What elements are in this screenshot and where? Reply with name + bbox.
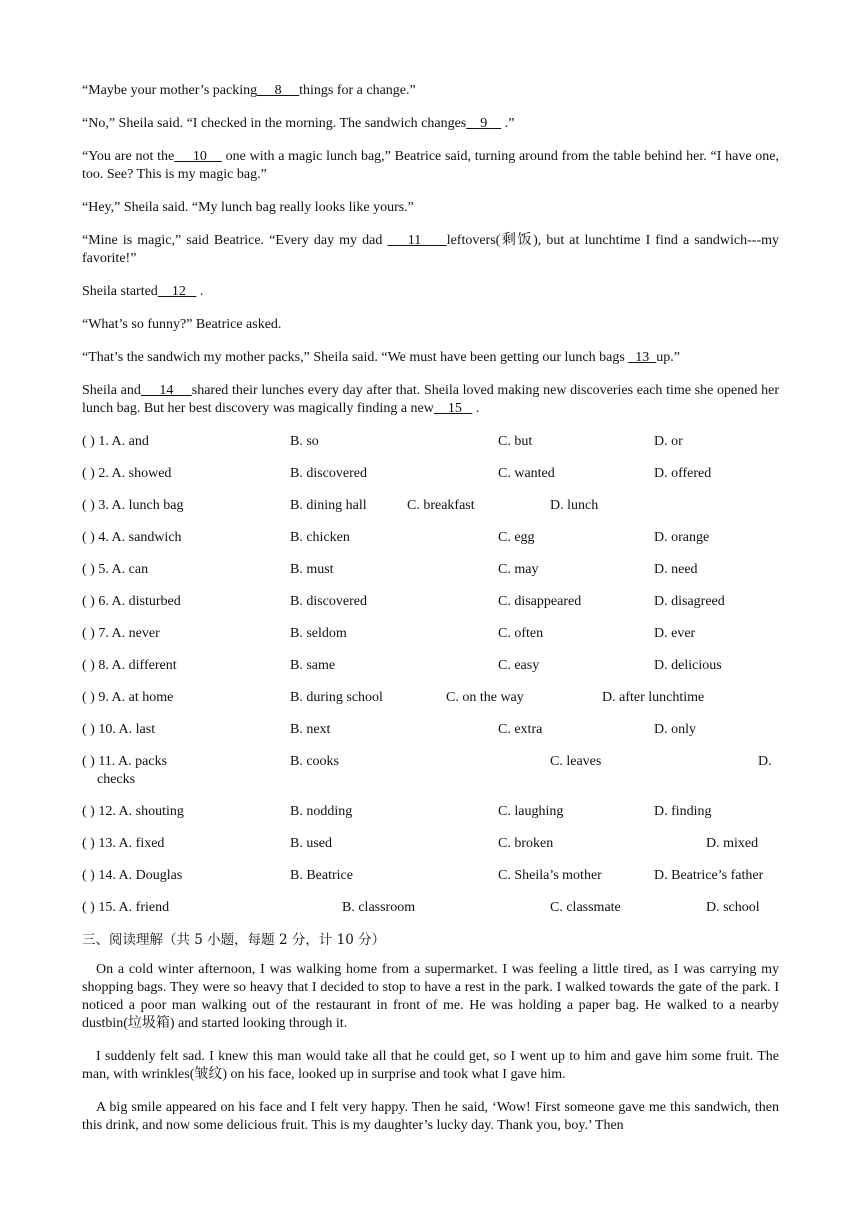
question-row [82,721,779,739]
passage-text: shared their lunches every day after that. Sheila loved making new discoveries each time she opened her lunch bag. But her best discovery was magically finding a new [82,383,780,416]
passage-text: “What’s so funny?” Beatrice asked. [82,317,282,332]
question-number-option-a: ( ) 8. A. different [82,658,177,673]
option-c: C. easy [498,658,540,673]
question-number-option-a: ( ) 6. A. disturbed [82,594,181,609]
question-row [82,465,779,483]
question-number-option-a: ( ) 5. A. can [82,562,149,577]
option-d: D. mixed [706,836,759,851]
passage-paragraph [82,115,779,133]
answer-blank: 14 [140,383,192,398]
passage-text: “That’s the sandwich my mother packs,” Sheila said. “We must have been getting our lunch bags [82,350,629,365]
option-c: C. broken [498,836,554,851]
option-d: D. after lunchtime [602,690,705,705]
answer-blank: 12 [157,284,197,299]
passage-text: Sheila and [82,383,141,398]
reading-passage [82,961,779,1135]
option-d: D. only [654,722,696,737]
passage-text: .” [501,116,515,131]
passage-paragraph [82,232,779,268]
answer-blank: 9 [466,116,502,131]
question-row [82,867,779,885]
option-c: C. laughing [498,804,564,819]
option-c: C. disappeared [498,594,582,609]
option-d: D. orange [654,530,710,545]
question-number-option-a: ( ) 1. A. and [82,434,149,449]
passage-paragraph [82,283,779,301]
question-row [82,899,779,917]
option-d: D. Beatrice’s father [654,868,764,883]
question-number-option-a: ( ) 13. A. fixed [82,836,165,851]
option-b: B. Beatrice [290,868,353,883]
option-d: D. school [706,900,760,915]
passage-text: . [472,401,480,416]
answer-blank: 15 [433,401,473,416]
question-number-option-a: ( ) 7. A. never [82,626,160,641]
option-c: C. egg [498,530,535,545]
option-c: C. on the way [446,690,524,705]
passage-text: things for a change.” [299,83,416,98]
question-row [82,593,779,611]
question-row [82,561,779,579]
option-c: C. but [498,434,533,449]
option-c: C. breakfast [407,498,475,513]
option-c: C. extra [498,722,543,737]
question-row [82,433,779,451]
option-b: B. classroom [342,900,416,915]
option-b: B. so [290,434,319,449]
option-b: B. must [290,562,334,577]
document-page [82,82,779,1150]
answer-blank: 11 [387,233,447,248]
cloze-question-list [82,433,779,917]
reading-paragraph: I suddenly felt sad. I knew this man would take all that he could get, so I went up to him and gave him some fruit. The man, with wrinkles(皱纹) on his face, looked up in surprise and took what I gave him. [82,1049,779,1082]
question-row [82,529,779,547]
passage-paragraph [82,316,779,334]
question-number-option-a: ( ) 3. A. lunch bag [82,498,184,513]
passage-text: “No,” Sheila said. “I checked in the morning. The sandwich changes [82,116,467,131]
passage-text: “Maybe your mother’s packing [82,83,258,98]
option-c: C. wanted [498,466,555,481]
question-number-option-a: ( ) 12. A. shouting [82,804,184,819]
option-d: D. or [654,434,683,449]
passage-text: Sheila started [82,284,158,299]
question-row [82,689,779,707]
option-b: B. nodding [290,804,353,819]
option-b: B. next [290,722,331,737]
answer-blank: 10 [174,149,222,164]
passage-paragraph [82,349,779,367]
passage-paragraph [82,82,779,100]
option-b: B. dining hall [290,498,367,513]
option-c: C. may [498,562,539,577]
option-d: D. disagreed [654,594,725,609]
answer-blank: 13 [628,350,657,365]
option-d: D. lunch [550,498,599,513]
passage-text: leftovers(剩饭), but at lunchtime I find a sandwich---my favorite!” [82,233,779,266]
option-c: C. Sheila’s mother [498,868,602,883]
passage-text: “Mine is magic,” said Beatrice. “Every day my dad [82,233,388,248]
question-row [82,625,779,643]
passage-text: “You are not the [82,149,175,164]
question-row [82,497,779,515]
option-b: B. during school [290,690,383,705]
reading-paragraph: On a cold winter afternoon, I was walking home from a supermarket. I was feeling a little tired, as I was carrying my shopping bags. They were so heavy that I decided to stop to have a rest in the park. I walked towards the gate of the park. I noticed a poor man walking out of the restaurant in front of me. He was holding a paper bag. He walked to a nearby dustbin(垃圾箱) and started looking through it. [82,962,779,1031]
question-number-option-a: ( ) 2. A. showed [82,466,172,481]
option-d: D. need [654,562,698,577]
option-d: D. delicious [654,658,722,673]
option-b: B. seldom [290,626,347,641]
option-b: B. same [290,658,336,673]
option-d: D. [758,754,772,769]
option-b: B. cooks [290,754,339,769]
passage-paragraph [82,148,779,184]
question-number-option-a: ( ) 10. A. last [82,722,156,737]
passage-paragraph [82,199,779,217]
option-d-text: checks [97,772,136,787]
option-c: C. classmate [550,900,621,915]
reading-paragraph: A big smile appeared on his face and I felt very happy. Then he said, ‘Wow! First someone gave me this sandwich, then this drink, and now some delicious fruit. This is my daughter’s lucky day. Thank you, boy.’ Then [82,1100,779,1133]
question-number-option-a: ( ) 9. A. at home [82,690,174,705]
option-d: D. offered [654,466,712,481]
answer-blank: 8 [257,83,300,98]
option-b: B. discovered [290,466,367,481]
passage-text: one with a magic lunch bag,” Beatrice said, turning around from the table behind her. “I have one, too. See? This is my magic bag.” [82,149,780,182]
passage-text: “Hey,” Sheila said. “My lunch bag really looks like yours.” [82,200,414,215]
passage-paragraph [82,382,779,418]
question-number-option-a: ( ) 4. A. sandwich [82,530,182,545]
question-row [82,835,779,853]
passage-text: . [196,284,204,299]
option-b: B. chicken [290,530,350,545]
option-c: C. often [498,626,544,641]
option-d: D. ever [654,626,696,641]
option-d: D. finding [654,804,712,819]
option-c: C. leaves [550,754,602,769]
question-row [82,657,779,675]
passage-text: up.” [656,350,680,365]
cloze-passage [82,82,779,418]
question-number-option-a: ( ) 14. A. Douglas [82,868,183,883]
question-number-option-a: ( ) 15. A. friend [82,900,170,915]
question-number-option-a: ( ) 11. A. packs [82,754,168,769]
option-b: B. used [290,836,332,851]
question-row [82,803,779,821]
section-heading: 三、阅读理解（共 5 小题，每题 2 分，计 10 分） [82,932,386,948]
option-b: B. discovered [290,594,367,609]
question-row [82,753,779,789]
